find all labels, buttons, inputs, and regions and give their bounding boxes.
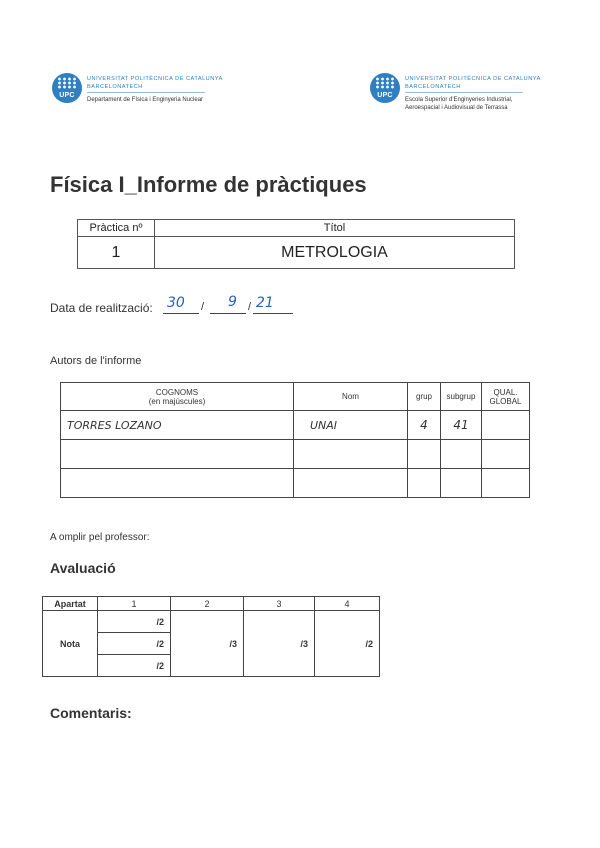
cognoms-header xyxy=(61,383,294,411)
practica-number: 1 xyxy=(78,237,155,269)
qual-header xyxy=(482,383,530,411)
col4-mark: /2 xyxy=(315,611,380,677)
grup-header: grup xyxy=(408,383,441,411)
practica-table xyxy=(77,219,515,269)
professor-label: A omplir pel professor: xyxy=(50,532,150,543)
col1-mark-a: /2 xyxy=(98,611,171,633)
university-name: UNIVERSITAT POLITÈCNICA DE CATALUNYA xyxy=(405,76,541,82)
author-cognoms: TORRES LOZANO xyxy=(61,411,294,440)
author-cognoms xyxy=(61,469,294,498)
author-grup: 4 xyxy=(408,411,441,440)
authors-table xyxy=(60,382,530,498)
col-header-2: 2 xyxy=(171,597,244,611)
page-title: Física I_Informe de pràctiques xyxy=(50,172,367,197)
author-nom xyxy=(294,469,408,498)
school-name-line2: Aeroespacial i Audiovisual de Terrassa xyxy=(405,105,508,111)
authors-label: Autors de l'informe xyxy=(50,355,142,367)
col3-mark: /3 xyxy=(244,611,315,677)
author-qual xyxy=(482,469,530,498)
col1-mark-c: /2 xyxy=(98,655,171,677)
evaluation-table xyxy=(42,596,380,677)
author-grup xyxy=(408,469,441,498)
table-row xyxy=(61,411,530,440)
evaluation-heading: Avaluació xyxy=(50,560,116,576)
practica-header: Pràctica nº xyxy=(78,220,155,237)
left-logo xyxy=(52,73,223,104)
author-subgrup xyxy=(441,469,482,498)
university-subname: BARCELONATECH xyxy=(87,84,143,90)
table-row xyxy=(61,469,530,498)
upc-logo-text: UPC xyxy=(59,92,75,99)
upc-logo-icon xyxy=(52,73,82,103)
author-cognoms xyxy=(61,440,294,469)
qual-header-text: QUAL. xyxy=(493,387,518,397)
cognoms-header-sub: (en majúscules) xyxy=(148,396,206,406)
author-nom xyxy=(294,440,408,469)
date-sep-2: / xyxy=(248,301,252,313)
author-nom: UNAI xyxy=(294,411,408,440)
date-month: 9 xyxy=(228,294,237,310)
date-year: 21 xyxy=(256,295,274,311)
university-subname: BARCELONATECH xyxy=(405,84,461,90)
titol-header: Títol xyxy=(155,220,515,237)
subgrup-header: subgrup xyxy=(441,383,482,411)
col-header-4: 4 xyxy=(315,597,380,611)
right-logo xyxy=(370,73,541,112)
author-subgrup: 41 xyxy=(441,411,482,440)
nom-header: Nom xyxy=(294,383,408,411)
university-name: UNIVERSITAT POLITÈCNICA DE CATALUNYA xyxy=(87,76,223,82)
col1-mark-b: /2 xyxy=(98,633,171,655)
cognoms-header-text: COGNOMS xyxy=(155,387,199,397)
upc-logo-text: UPC xyxy=(377,92,393,99)
author-qual xyxy=(482,411,530,440)
department-name: Departament de Física i Enginyeria Nuclear xyxy=(87,97,204,103)
upc-logo-icon xyxy=(370,73,400,103)
date-day: 30 xyxy=(167,295,185,311)
apartat-header: Apartat xyxy=(43,597,98,611)
comments-heading: Comentaris: xyxy=(50,705,132,721)
author-qual xyxy=(482,440,530,469)
school-name-line1: Escola Superior d'Enginyeries Industrial, xyxy=(405,97,513,103)
qual-header-sub: GLOBAL xyxy=(489,396,522,406)
col-header-3: 3 xyxy=(244,597,315,611)
date-sep-1: / xyxy=(201,301,205,313)
author-subgrup xyxy=(441,440,482,469)
author-grup xyxy=(408,440,441,469)
practica-titol: METROLOGIA xyxy=(155,237,515,269)
nota-label: Nota xyxy=(43,611,98,677)
col-header-1: 1 xyxy=(98,597,171,611)
col2-mark: /3 xyxy=(171,611,244,677)
date-label: Data de realització: xyxy=(50,301,153,315)
table-row xyxy=(61,440,530,469)
